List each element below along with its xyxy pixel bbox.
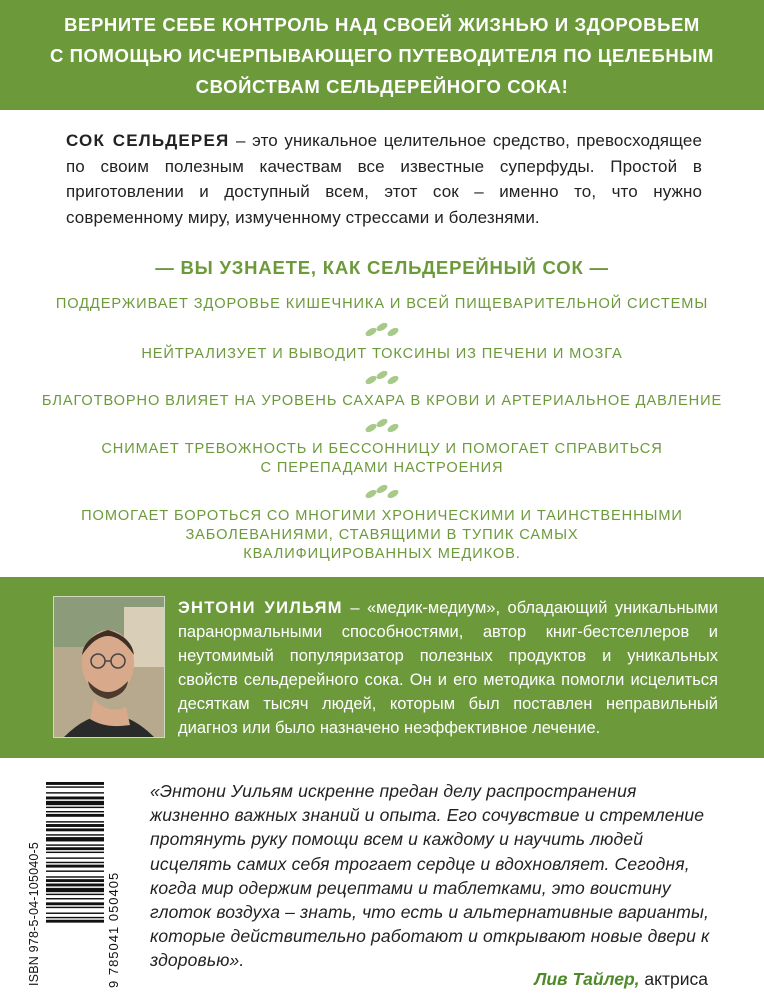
benefit-item-5-line-2: ЗАБОЛЕВАНИЯМИ, СТАВЯЩИМИ В ТУПИК САМЫХ <box>185 527 579 543</box>
benefit-item-4 <box>0 440 764 478</box>
author-bio <box>178 596 718 740</box>
benefit-item-4-line-2: С ПЕРЕПАДАМИ НАСТРОЕНИЯ <box>260 460 504 476</box>
isbn-barcode <box>24 774 124 990</box>
author-portrait-icon <box>54 597 164 737</box>
top-banner <box>0 0 764 110</box>
barcode-digits: 9 785041 050405 <box>106 871 121 988</box>
testimonial-author <box>534 969 708 990</box>
isbn-label: ISBN 978-5-04-105040-5 <box>27 841 41 986</box>
testimonial-quote: «Энтони Уильям искренне предан делу распространения жизненно важных знаний и опыта. Его сочувствие и стремление протянуть руку помощи всем и каждому и научить людей исцелять самих себя трогает сердце и вдохновляет. Сегодня, когда мир одержим рецептами и таблетками, это воистину глоток воздуха – знать, что есть и альтернативные варианты, которые действительно работают и открывают новые двери к здоровью». <box>150 781 710 971</box>
intro-text: – это уникальное целительное средство, превосходящее по своим полезным качествам все известные суперфуды. Простой в приготовлении и доступный всем, этот сок – именно то, что нужно современному миру, измученному стрессами и болезнями. <box>66 131 702 227</box>
testimonial-author-name: Лив Тайлер, <box>534 969 640 989</box>
benefit-item-1: ПОДДЕРЖИВАЕТ ЗДОРОВЬЕ КИШЕЧНИКА И ВСЕЙ ПИЩЕВАРИТЕЛЬНОЙ СИСТЕМЫ <box>55 296 709 312</box>
benefit-item-5-line-1: ПОМОГАЕТ БОРОТЬСЯ СО МНОГИМИ ХРОНИЧЕСКИМИ И ТАИНСТВЕННЫМИ <box>81 508 683 524</box>
intro-lead: СОК СЕЛЬДЕРЕЯ <box>66 131 230 150</box>
author-bio-text: – «медик-медиум», обладающий уникальными паранормальными способностями, автор книг-бестселлеров и неутомимый популяризатор полезных продуктов и уникальных свойств сельдерейного сока. Он и его методика помогли исцелиться десяткам тысяч людей, которым был поставлен неправильный диагноз или было назначено неэффективное лечение. <box>178 599 718 737</box>
leaf-divider-icon <box>362 369 402 387</box>
testimonial-author-role: актриса <box>639 969 708 989</box>
benefits-heading: — ВЫ УЗНАЕТЕ, КАК СЕЛЬДЕРЕЙНЫЙ СОК — <box>155 257 609 278</box>
author-name: ЭНТОНИ УИЛЬЯМ <box>178 599 343 617</box>
barcode-bars-icon <box>46 782 104 923</box>
leaf-divider-icon <box>362 321 402 339</box>
benefit-item-4-line-1: СНИМАЕТ ТРЕВОЖНОСТЬ И БЕССОННИЦУ И ПОМОГАЕТ СПРАВИТЬСЯ <box>101 441 663 457</box>
intro-paragraph <box>66 128 702 230</box>
leaf-divider-icon <box>362 483 402 501</box>
banner-line-1: ВЕРНИТЕ СЕБЕ КОНТРОЛЬ НАД СВОЕЙ ЖИЗНЬЮ И ЗДОРОВЬЕМ <box>64 14 700 35</box>
benefit-item-2: НЕЙТРАЛИЗУЕТ И ВЫВОДИТ ТОКСИНЫ ИЗ ПЕЧЕНИ И МОЗГА <box>141 346 623 362</box>
benefit-item-3: БЛАГОТВОРНО ВЛИЯЕТ НА УРОВЕНЬ САХАРА В КРОВИ И АРТЕРИАЛЬНОЕ ДАВЛЕНИЕ <box>41 393 723 409</box>
benefit-item-5 <box>0 507 764 564</box>
leaf-divider-icon <box>362 417 402 435</box>
author-photo <box>53 596 165 738</box>
banner-line-2: С ПОМОЩЬЮ ИСЧЕРПЫВАЮЩЕГО ПУТЕВОДИТЕЛЯ ПО ЦЕЛЕБНЫМ <box>49 45 715 66</box>
benefit-item-5-line-3: КВАЛИФИЦИРОВАННЫХ МЕДИКОВ. <box>243 546 521 562</box>
banner-line-3: СВОЙСТВАМ СЕЛЬДЕРЕЙНОГО СОКА! <box>195 76 569 97</box>
